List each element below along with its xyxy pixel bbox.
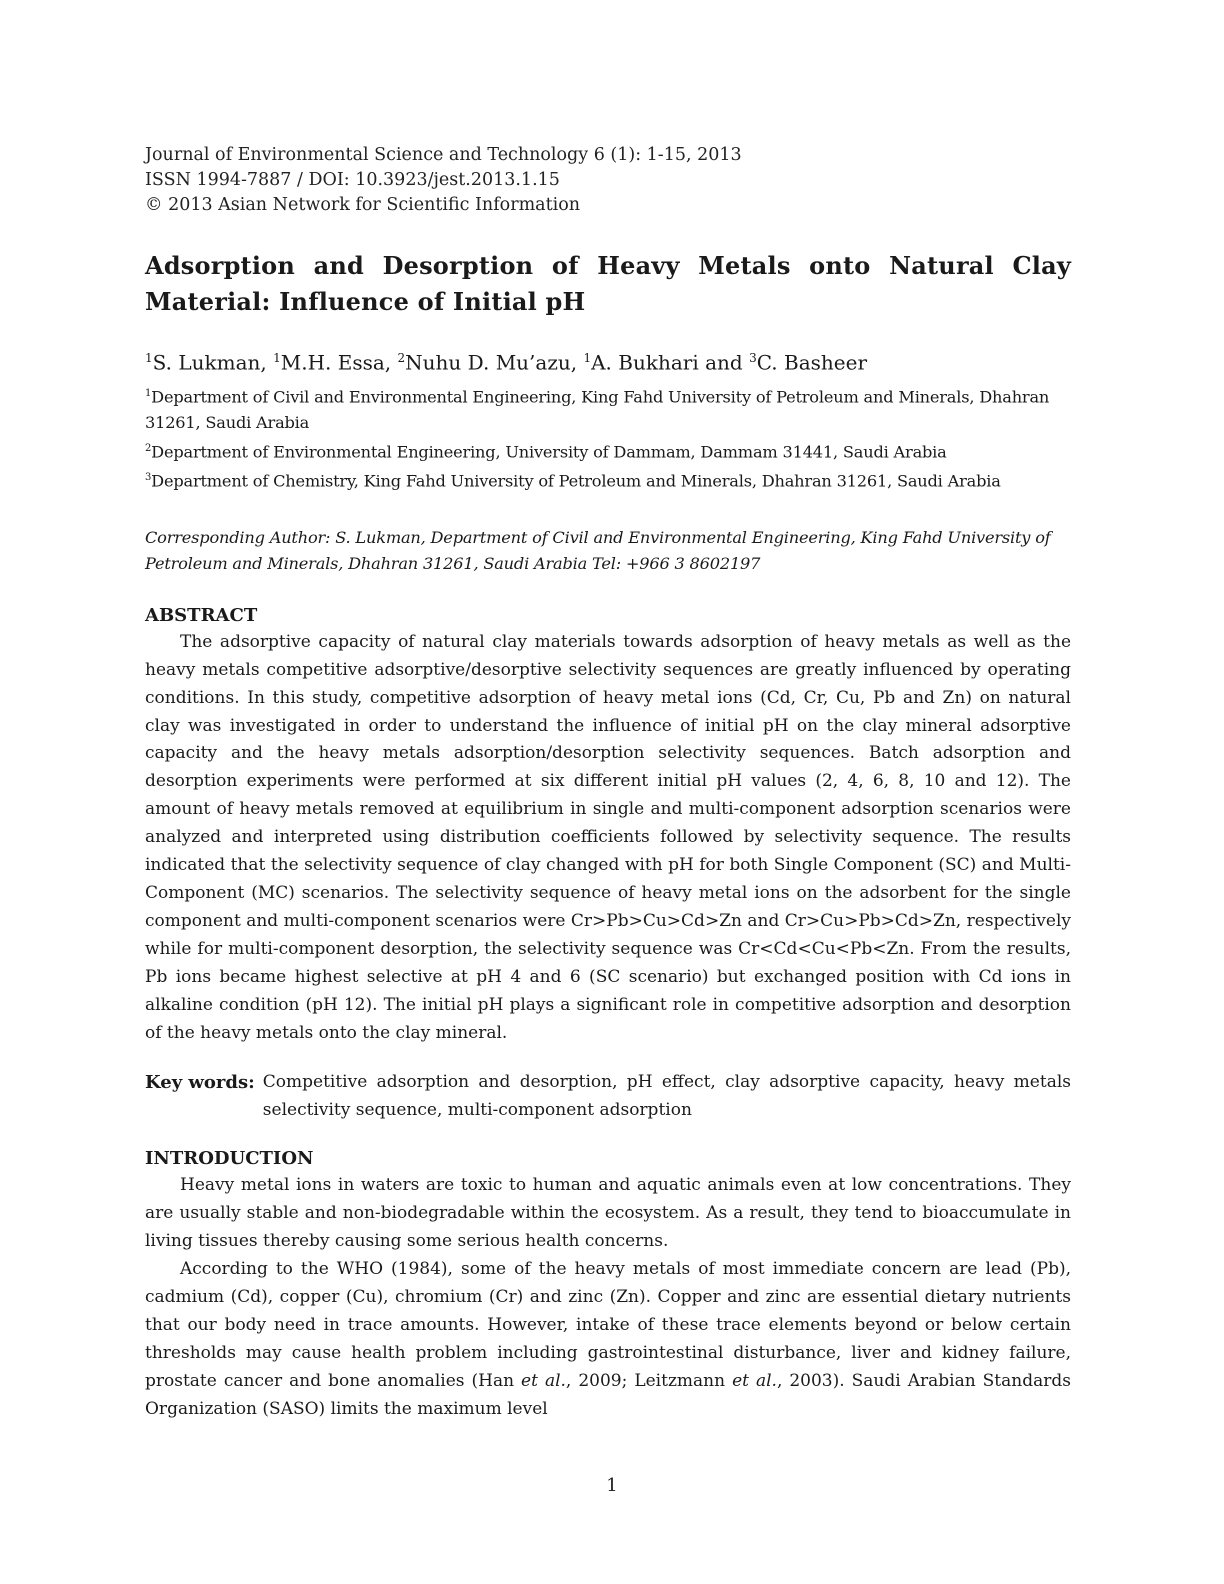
affiliation [145, 381, 1071, 436]
author-name: A. Bukhari and [591, 350, 750, 375]
introduction-paragraph-2 [145, 1256, 1071, 1423]
keywords-label: Key words: [145, 1072, 255, 1094]
author-sup: 1 [583, 351, 592, 365]
corresponding-author: Corresponding Author: S. Lukman, Department of Civil and Environmental Engineering, King Fahd University of Petroleum and Minerals, Dhahran 31261, Saudi Arabia Tel: +966 3 8602197 [145, 527, 1051, 573]
page-number: 1 [606, 1475, 618, 1496]
text-run: According to the WHO (1984), some of the heavy metals of most immediate concern are lead (Pb), cadmium (Cd), copper (Cu), chromium (Cr) and zinc (Zn). Copper and zinc are essential dietary nutrients that our body need in trace amounts. However, intake of these trace elements beyond or below certain thresholds may cause health problem including gastrointestinal disturbance, liver and kidney failure, prostate cancer and bone anomalies (Han [145, 1259, 1071, 1391]
author-sup: 1 [273, 351, 281, 365]
journal-citation: Journal of Environmental Science and Technology 6 (1): 1-15, 2013 [145, 145, 742, 165]
affiliation-list [145, 381, 1071, 495]
author-name: Nuhu D. Mu’azu, [405, 350, 584, 375]
author-name: M.H. Essa, [280, 350, 398, 375]
journal-issn-doi: ISSN 1994-7887 / DOI: 10.3923/jest.2013.1.15 [145, 170, 560, 190]
affiliation-text: Department of Environmental Engineering, University of Dammam, Dammam 31441, Saudi Arabia [151, 442, 947, 462]
journal-copyright: © 2013 Asian Network for Scientific Information [145, 195, 581, 215]
author-sup: 3 [749, 351, 757, 365]
affiliation [145, 436, 1071, 465]
affiliation-sup: 1 [145, 387, 152, 399]
introduction-heading: INTRODUCTION [145, 1148, 314, 1170]
keywords-text: Competitive adsorption and desorption, pH effect, clay adsorptive capacity, heavy metals selectivity sequence, multi-component adsorption [262, 1072, 1071, 1120]
abstract-heading: ABSTRACT [145, 604, 258, 626]
author-name: S. Lukman, [152, 350, 274, 375]
affiliation-text: Department of Civil and Environmental Engineering, King Fahd University of Petroleum and Minerals, Dhahran 31261, Saudi Arabia [145, 387, 1050, 433]
author-sup: 2 [397, 351, 406, 365]
author-list [145, 344, 1071, 377]
et-al: et al. [732, 1370, 777, 1391]
paper-title: Adsorption and Desorption of Heavy Metals onto Natural Clay Material: Influence of Initial pH [145, 251, 1071, 316]
affiliation-text: Department of Chemistry, King Fahd University of Petroleum and Minerals, Dhahran 31261, Saudi Arabia [151, 471, 1001, 491]
text-run: , 2009; Leitzmann [565, 1370, 733, 1391]
author-sup: 1 [145, 351, 153, 365]
et-al: et al. [521, 1370, 566, 1391]
introduction-paragraph-1: Heavy metal ions in waters are toxic to human and aquatic animals even at low concentrations. They are usually stable and non-biodegradable within the ecosystem. As a result, they tend to bioaccumulate in living tissues thereby causing some serious health concerns. [145, 1175, 1071, 1252]
abstract-text: The adsorptive capacity of natural clay materials towards adsorption of heavy metals as well as the heavy metals competitive adsorptive/desorptive selectivity sequences are greatly influenced by operating conditions. In this study, competitive adsorption of heavy metal ions (Cd, Cr, Cu, Pb and Zn) on natural clay was investigated in order to understand the influence of initial pH on the clay mineral adsorptive capacity and the heavy metals adsorption/desorption selectivity sequences. Batch adsorption and desorption experiments were performed at six different initial pH values (2, 4, 6, 8, 10 and 12). The amount of heavy metals removed at equilibrium in single and multi-component adsorption scenarios were analyzed and interpreted using distribution coefficients followed by selectivity sequence. The results indicated that the selectivity sequence of clay changed with pH for both Single Component (SC) and Multi-Component (MC) scenarios. The selectivity sequence of heavy metal ions on the adsorbent for the single component and multi-component scenarios were Cr>Pb>Cu>Cd>Zn and Cr>Cu>Pb>Cd>Zn, respectively while for multi-component desorption, the selectivity sequence was Cr<Cd<Cu<Pb<Zn. From the results, Pb ions became highest selective at pH 4 and 6 (SC scenario) but exchanged position with Cd ions in alkaline condition (pH 12). The initial pH plays a significant role in competitive adsorption and desorption of the heavy metals onto the clay mineral. [145, 631, 1071, 1043]
affiliation-sup: 3 [145, 472, 152, 484]
author-name: C. Basheer [756, 350, 868, 375]
affiliation [145, 465, 1071, 494]
journal-header [145, 143, 1071, 218]
paper-page [145, 143, 1071, 1424]
text-run: , 2003). Saudi Arabian Standards Organization (SASO) limits the maximum level [145, 1370, 1071, 1419]
affiliation-sup: 2 [145, 443, 152, 455]
keywords [145, 1069, 1071, 1124]
